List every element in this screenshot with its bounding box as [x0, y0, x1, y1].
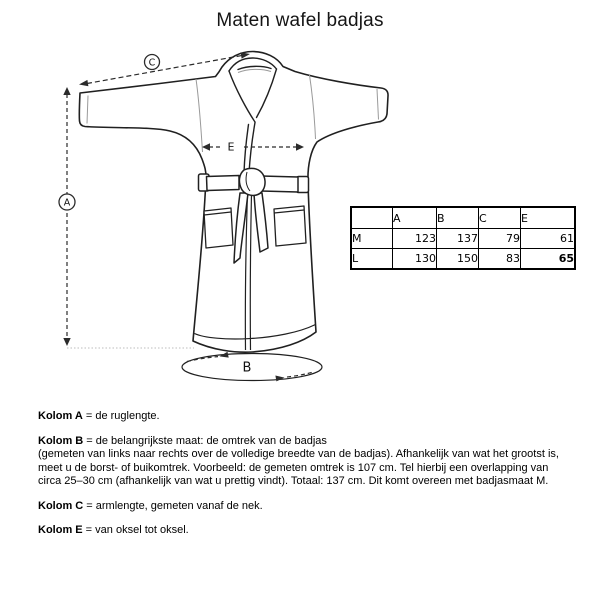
column-header-c: C [479, 207, 521, 229]
value-l-c: 83 [479, 249, 521, 270]
value-l-a: 130 [393, 249, 437, 270]
belt-knot [239, 168, 265, 195]
dimension-a [59, 87, 75, 346]
table-corner-cell [351, 207, 393, 229]
legend-kolom-b-line: meet u de borst- of buikomtrek. Voorbeeld: de gemeten omtrek is 107 cm. Tel hierbij een overlapping van [38, 461, 549, 474]
legend-kolom-b-label: Kolom B [38, 434, 84, 447]
table-row [351, 249, 575, 270]
size-label: M [351, 229, 393, 249]
label-c: C [148, 57, 156, 69]
legend-kolom-c: Kolom C = armlengte, gemeten vanaf de nek. [38, 499, 263, 512]
table-row [351, 229, 575, 249]
value-m-e: 61 [521, 229, 576, 249]
legend-kolom-e-label: Kolom E [38, 524, 83, 536]
column-header-b: B [437, 207, 479, 229]
page-title: Maten wafel badjas [216, 10, 384, 31]
value-m-c: 79 [479, 229, 521, 249]
legend-kolom-b-line: circa 25–30 cm (afhankelijk van wat u prettig vindt). Totaal: 137 cm. Dit komt overeen met badjasmaat M. [38, 475, 549, 487]
legend-kolom-b: Kolom B = de belangrijkste maat: de omtrek van de badjas (gemeten van links naar rechts over de volledige breedte van de badjas). Afhankelijk van wat het grootst is, meet u de borst- of buikomtrek. Voorbeeld: de gemeten omtrek is 107 cm. Tel hierbij een overlapping van circa 25–30 cm (afhankelijk van wat u prettig vindt). Totaal: 137 cm. Dit komt overeen met badjasmaat M. [38, 435, 594, 489]
legend-kolom-e: Kolom E = van oksel tot oksel. [38, 524, 189, 536]
legend-kolom-c-label: Kolom C [38, 499, 84, 512]
value-m-b: 137 [437, 229, 479, 249]
size-label: L [351, 249, 393, 270]
legend [38, 410, 594, 549]
column-header-a: A [393, 207, 437, 229]
value-m-a: 123 [393, 229, 437, 249]
arrow-right-icon [275, 376, 284, 382]
column-header-e: E [521, 207, 576, 229]
arrow-left-icon [79, 80, 88, 86]
legend-kolom-a: Kolom A = de ruglengte. [38, 410, 160, 422]
table-header-row [351, 207, 575, 229]
size-table [350, 206, 576, 270]
robe-outline [79, 52, 388, 353]
label-b: B [242, 360, 252, 376]
legend-kolom-b-line: (gemeten van links naar rechts over de volledige breedte van de badjas). Afhankelijk van wat het grootst is, [38, 448, 559, 460]
label-a: A [63, 197, 71, 209]
arrow-down-icon [63, 338, 70, 346]
dimension-b [182, 352, 322, 382]
legend-kolom-a-label: Kolom A [38, 410, 83, 422]
value-l-e: 65 [521, 249, 576, 270]
label-e: E [227, 140, 235, 154]
arrow-up-icon [63, 87, 70, 95]
value-l-b: 150 [437, 249, 479, 270]
